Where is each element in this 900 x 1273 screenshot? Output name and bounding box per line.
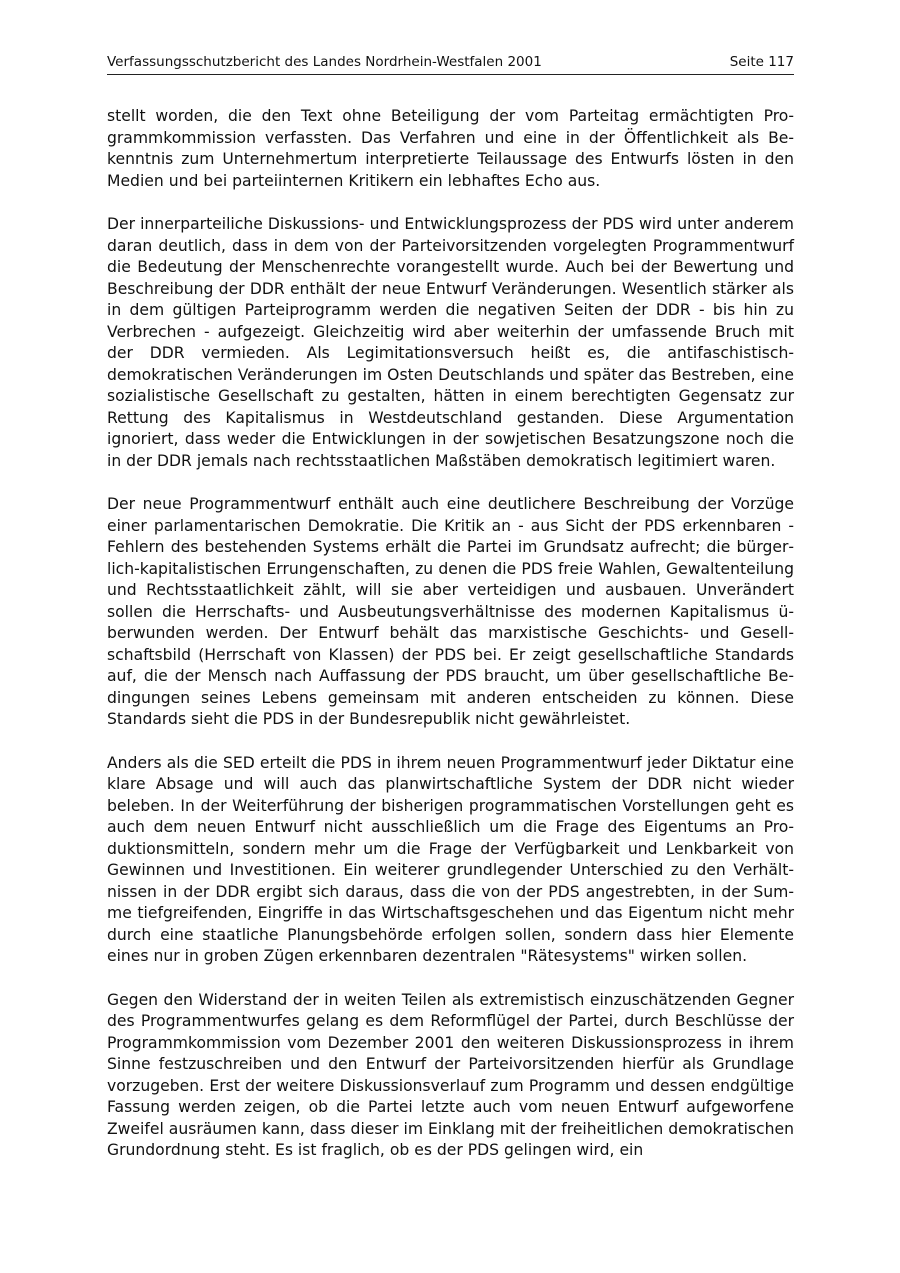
header-title: Verfassungsschutzbericht des Landes Nordrhein-Westfalen 2001 xyxy=(107,54,542,70)
paragraph: stellt worden, die den Text ohne Beteiligung der vom Parteitag ermächtigten Programmkommission verfassten. Das Verfahren und eine in der Öffentlichkeit als Bekenntnis zum Unternehmertum interpretierte Teilaussage des Entwurfs lösten in den Medien und bei parteiinternen Kritikern ein lebhaftes Echo aus. xyxy=(107,107,794,190)
body-text xyxy=(107,106,794,1184)
paragraph: Gegen den Widerstand der in weiten Teilen als extremistisch einzuschätzenden Gegner des Programmentwurfes gelang es dem Reformflügel der Partei, durch Beschlüsse der Programmkommission vom Dezember 2001 den weiteren Diskussionsprozess in ihrem Sinne festzuschreiben und den Entwurf der Parteivorsitzenden hierfür als Grundlage vorzugeben. Erst der weitere Diskussionsverlauf zum Programm und dessen endgültige Fassung werden zeigen, ob die Partei letzte auch vom neuen Entwurf aufgeworfene Zweifel ausräumen kann, dass dieser im Einklang mit der freiheitlichen demokratischen Grundordnung steht. Es ist fraglich, ob es der PDS gelingen wird, ein xyxy=(107,990,794,1159)
paragraph: Der neue Programmentwurf enthält auch eine deutlichere Beschreibung der Vorzüge einer parlamentarischen Demokratie. Die Kritik an - aus Sicht der PDS erkennbaren - Fehlern des bestehenden Systems erhält die Partei im Grundsatz aufrecht; die bürgerlich-kapitalistischen Errungenschaften, zu denen die PDS freie Wahlen, Gewaltenteilung und Rechtsstaatlichkeit zählt, will sie aber verteidigen und ausbauen. Unverändert sollen die Herrschafts- und Ausbeutungsverhältnisse des modernen Kapitalismus überwunden werden. Der Entwurf behält das marxistische Geschichts- und Gesellschaftsbild (Herrschaft von Klassen) der PDS bei. Er zeigt gesellschaftliche Standards auf, die der Mensch nach Auffassung der PDS braucht, um über gesellschaftliche Bedingungen seines Lebens gemeinsam mit anderen entscheiden zu können. Diese Standards sieht die PDS in der Bundesrepublik nicht gewährleistet. xyxy=(107,495,794,728)
paragraph: Der innerparteiliche Diskussions- und Entwicklungsprozess der PDS wird unter anderem daran deutlich, dass in dem von der Parteivorsitzenden vorgelegten Programmentwurf die Bedeutung der Menschenrechte vorangestellt wurde. Auch bei der Bewertung und Beschreibung der DDR enthält der neue Entwurf Veränderungen. Wesentlich stärker als in dem gültigen Parteiprogramm werden die negativen Seiten der DDR - bis hin zu Verbrechen - aufgezeigt. Gleichzeitig wird aber weiterhin der umfassende Bruch mit der DDR vermieden. Als Legimitationsversuch heißt es, die antifaschistisch-demokratischen Veränderungen im Osten Deutschlands und später das Bestreben, eine sozialistische Gesellschaft zu gestalten, hätten in einem berechtigten Gegensatz zur Rettung des Kapitalismus in Westdeutschland gestanden. Diese Argumentation ignoriert, dass weder die Entwicklungen in der sowjetischen Besatzungszone noch die in der DDR jemals nach rechtsstaatlichen Maßstäben demokratisch legitimiert waren. xyxy=(107,215,794,470)
page-header xyxy=(107,52,794,75)
paragraph: Anders als die SED erteilt die PDS in ihrem neuen Programmentwurf jeder Diktatur eine klare Absage und will auch das planwirtschaftliche System der DDR nicht wieder beleben. In der Weiterführung der bisherigen programmatischen Vorstellungen geht es auch dem neuen Entwurf nicht ausschließlich um die Frage des Eigentums an Produktionsmitteln, sondern mehr um die Frage der Verfügbarkeit und Lenkbarkeit von Gewinnen und Investitionen. Ein weiterer grundlegender Unterschied zu den Verhältnissen in der DDR ergibt sich daraus, dass die von der PDS angestrebten, in der Summe tiefgreifenden, Eingriffe in das Wirtschaftsgeschehen und das Eigentum nicht mehr durch eine staatliche Planungsbehörde erfolgen sollen, sondern dass hier Elemente eines nur in groben Zügen erkennbaren dezentralen "Rätesystems" wirken sollen. xyxy=(107,753,794,965)
page-number: Seite 117 xyxy=(729,54,794,70)
